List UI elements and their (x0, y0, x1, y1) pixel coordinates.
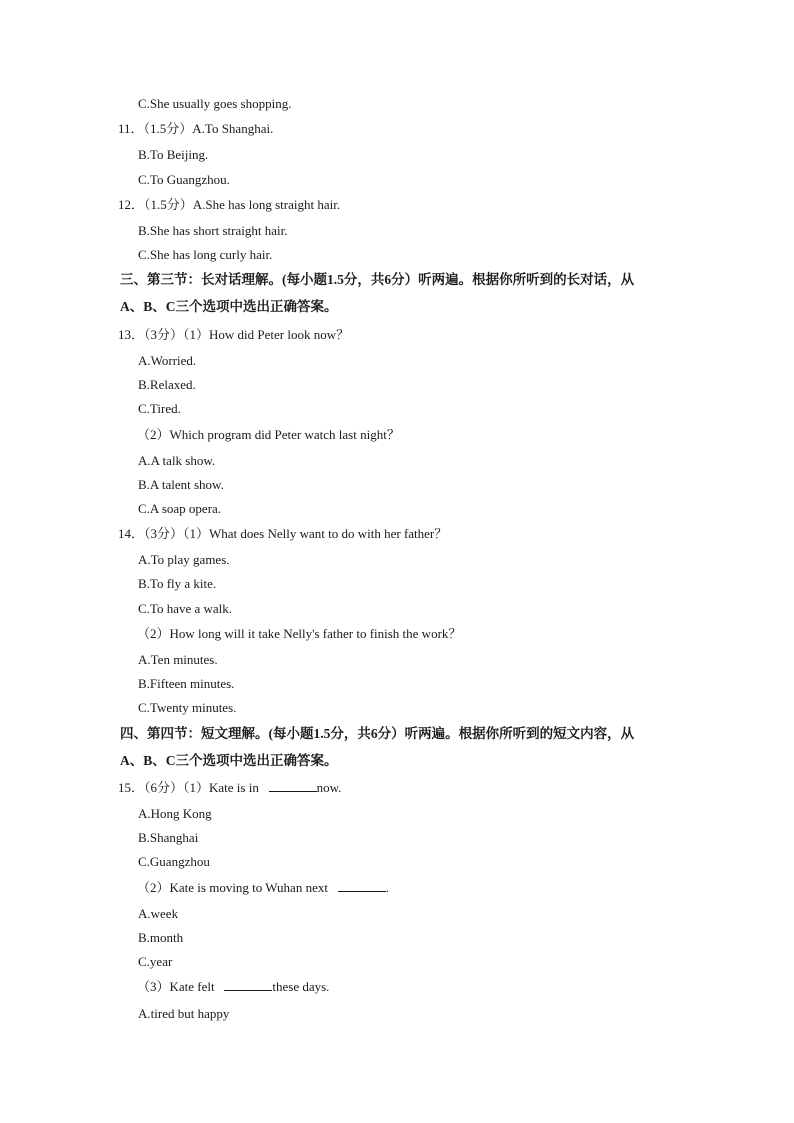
answer-blank (224, 979, 272, 991)
question-11: 11．（1.5分）A.To Shanghai. (118, 121, 274, 136)
option-text: A.A talk show. (138, 453, 216, 468)
answer-blank (269, 780, 317, 792)
question-15-suffix: now. (316, 780, 342, 795)
section-heading-4-cont: A、B、C三个选项中选出正确答案。 (120, 753, 338, 768)
option-text: C.Twenty minutes. (138, 700, 237, 715)
question-13: 13．（3分）（1）How did Peter look now？ (118, 327, 350, 342)
sub-question (137, 880, 389, 896)
question-12: 12．（1.5分）A.She has long straight hair. (118, 197, 341, 212)
question-15 (118, 780, 341, 796)
option-text: B.She has short straight hair. (138, 223, 288, 238)
option-text: C.She usually goes shopping. (138, 96, 292, 111)
section-heading-4: 四、第四节：短文理解。(每小题1.5分，共6分）听两遍。根据你所听到的短文内容，从 (120, 726, 635, 741)
option-text: A.tired but happy (138, 1006, 230, 1021)
sub-question (137, 979, 329, 995)
option-text: B.month (138, 930, 184, 945)
question-15-text: 15．（6分）（1）Kate is in (118, 780, 263, 795)
section-heading-3: 三、第三节：长对话理解。(每小题1.5分，共6分）听两遍。根据你所听到的长对话，从 (120, 272, 635, 287)
option-text: B.Fifteen minutes. (138, 676, 235, 691)
option-text: B.A talent show. (138, 477, 224, 492)
option-text: B.To Beijing. (138, 147, 209, 162)
option-text: A.Worried. (138, 353, 197, 368)
option-text: B.Relaxed. (138, 377, 196, 392)
sub-question: （2）Which program did Peter watch last night？ (137, 427, 400, 442)
question-14: 14．（3分）（1）What does Nelly want to do with her father？ (118, 526, 448, 541)
option-text: C.A soap opera. (138, 501, 222, 516)
option-text: C.Tired. (138, 401, 181, 416)
option-text: B.To fly a kite. (138, 576, 217, 591)
answer-blank (338, 880, 386, 892)
sub-question-suffix: these days. (272, 979, 330, 994)
option-text: C.She has long curly hair. (138, 247, 273, 262)
section-heading-3-cont: A、B、C三个选项中选出正确答案。 (120, 299, 338, 314)
option-text: C.To Guangzhou. (138, 172, 230, 187)
option-text: C.year (138, 954, 173, 969)
option-text: A.To play games. (138, 552, 230, 567)
sub-question: （2）How long will it take Nelly's father to finish the work？ (137, 626, 462, 641)
sub-question-text: （3）Kate felt (137, 979, 218, 994)
option-text: A.Ten minutes. (138, 652, 218, 667)
option-text: C.Guangzhou (138, 854, 210, 869)
sub-question-text: （2）Kate is moving to Wuhan next (137, 880, 332, 895)
sub-question-suffix: . (385, 880, 389, 895)
option-text: B.Shanghai (138, 830, 199, 845)
option-text: A.Hong Kong (138, 806, 212, 821)
option-text: A.week (138, 906, 179, 921)
option-text: C.To have a walk. (138, 601, 233, 616)
